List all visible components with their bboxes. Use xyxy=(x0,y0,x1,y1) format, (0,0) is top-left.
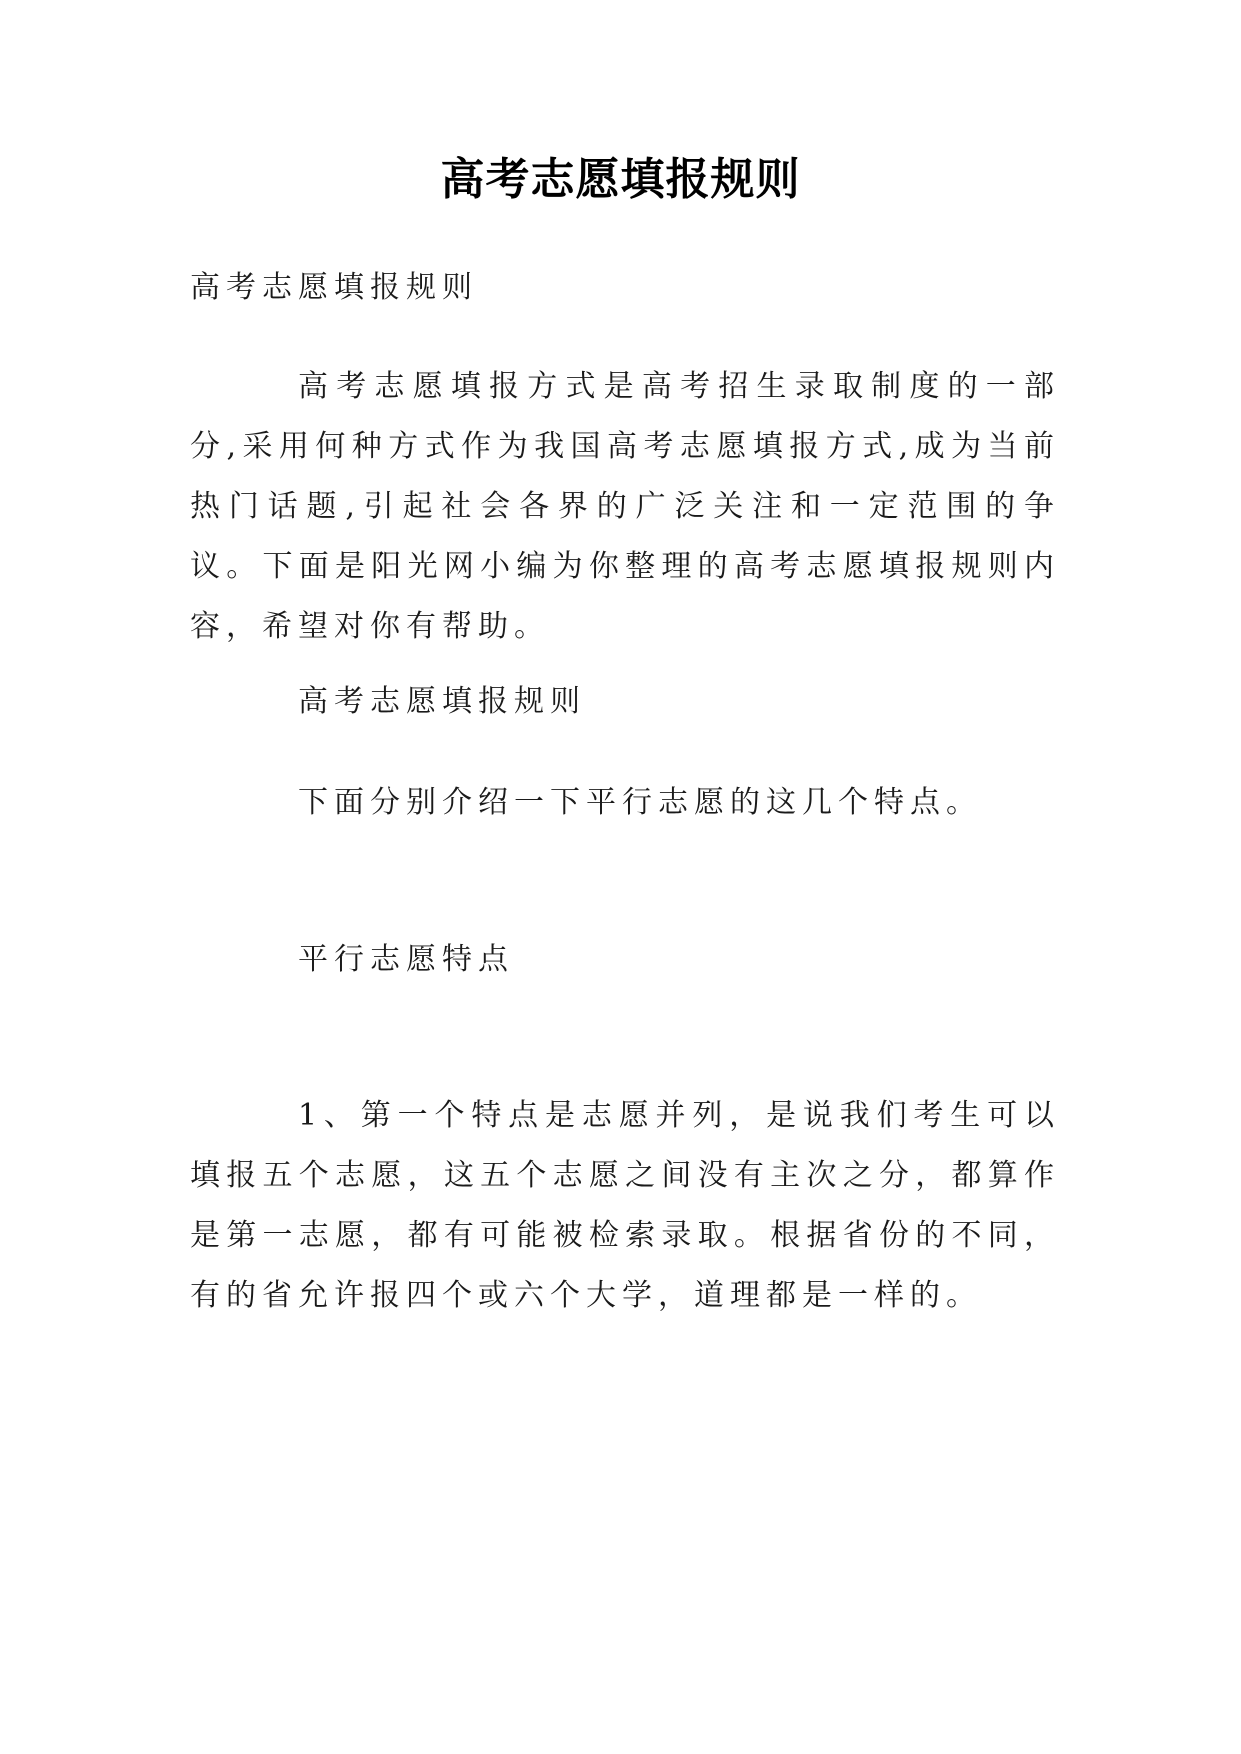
feature-heading: 平行志愿特点 xyxy=(298,942,514,977)
intro-paragraph: 高考志愿填报方式是高考招生录取制度的一部分,采用何种方式作为我国高考志愿填报方式,成为当前热门话题,引起社会各界的广泛关注和一定范围的争议。下面是阳光网小编为你整理的高考志愿填报规则内容，希望对你有帮助。 xyxy=(190,369,1060,644)
section-heading: 高考志愿填报规则 xyxy=(298,684,586,719)
feature-point-1: 1、第一个特点是志愿并列，是说我们考生可以填报五个志愿，这五个志愿之间没有主次之分，都算作是第一志愿，都有可能被检索录取。根据省份的不同，有的省允许报四个或六个大学，道理都是一样的。 xyxy=(190,1098,1060,1313)
document-subtitle: 高考志愿填报规则 xyxy=(190,270,478,305)
document-title: 高考志愿填报规则 xyxy=(440,154,801,205)
section-intro: 下面分别介绍一下平行志愿的这几个特点。 xyxy=(298,785,982,820)
